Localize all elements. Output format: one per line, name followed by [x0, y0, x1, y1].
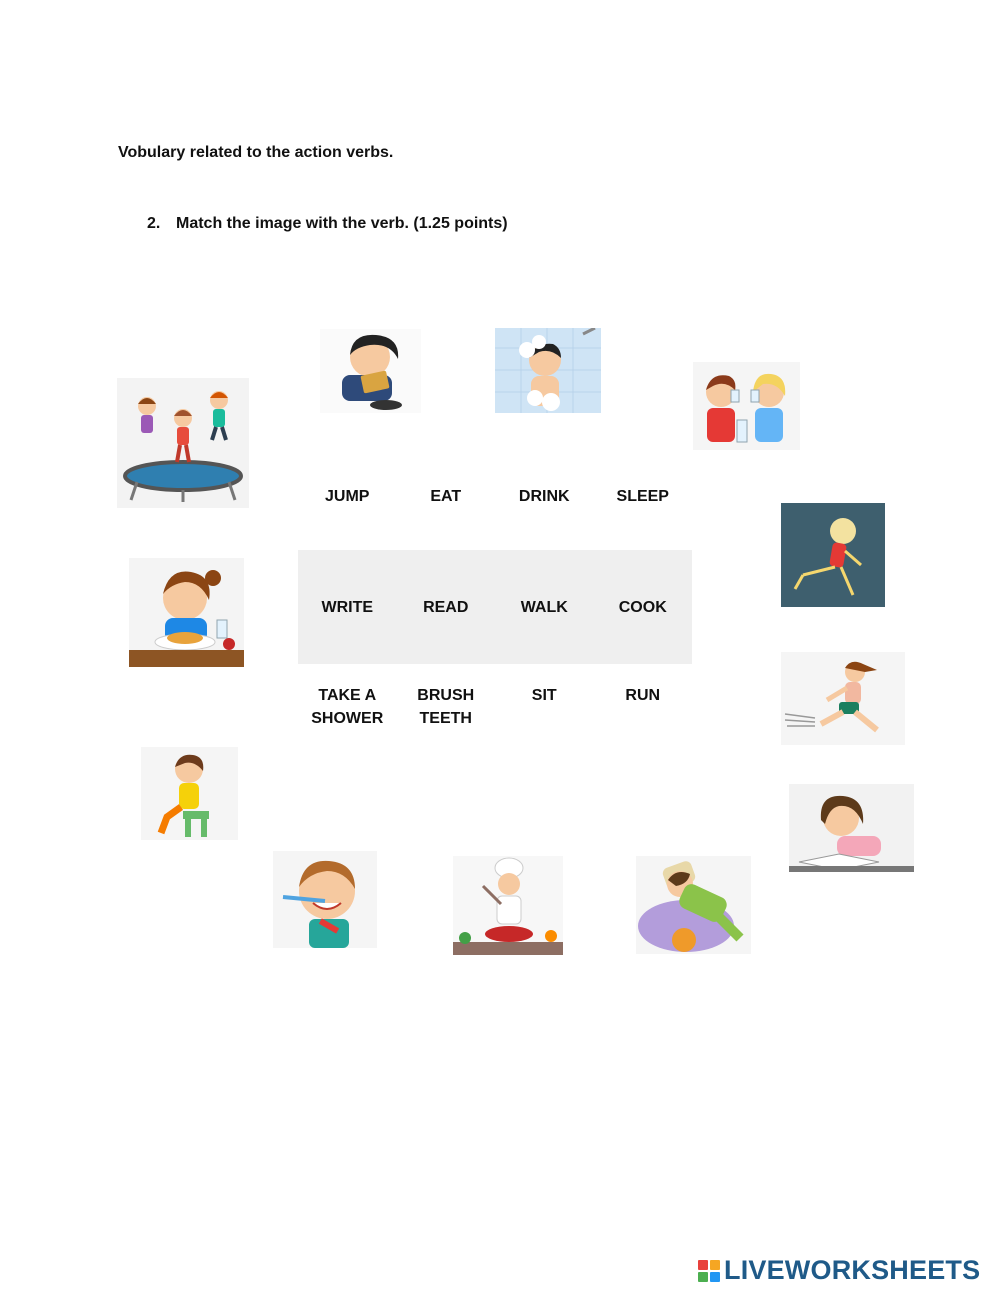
boy-taking-shower-icon[interactable]: [495, 328, 601, 413]
boy-brushing-teeth-icon[interactable]: [273, 851, 377, 948]
question-text: Match the image with the verb. (1.25 points): [176, 215, 508, 232]
verb-row-2: [298, 550, 692, 664]
question-number: 2.: [147, 215, 161, 232]
verb-grid: [298, 470, 692, 748]
logo-square-v: [698, 1272, 708, 1282]
boy-sleeping-icon[interactable]: [636, 856, 751, 954]
verb-jump[interactable]: JUMP: [325, 487, 370, 505]
logo-square-e: [710, 1272, 720, 1282]
woman-running-icon[interactable]: [781, 652, 905, 745]
liveworksheets-logo: [698, 1255, 980, 1286]
chef-cooking-icon[interactable]: [453, 856, 563, 955]
verb-walk[interactable]: WALK: [520, 598, 568, 616]
logo-text: LIVEWORKSHEETS: [724, 1255, 981, 1285]
logo-square-l: [698, 1260, 708, 1270]
verb-row-1: [298, 470, 692, 522]
worksheet-heading: Vobulary related to the action verbs.: [118, 144, 394, 161]
kids-jumping-trampoline-icon[interactable]: [117, 378, 249, 508]
figure-walking-icon[interactable]: [781, 503, 885, 607]
boy-reading-book-icon[interactable]: [320, 329, 421, 413]
verb-brush-teeth[interactable]: [397, 684, 496, 730]
verb-sit[interactable]: [495, 684, 594, 707]
verb-sit-label: SIT: [531, 687, 557, 704]
verb-cook[interactable]: COOK: [618, 598, 667, 616]
verb-brush-teeth-line1: BRUSH: [417, 687, 475, 704]
verb-run[interactable]: [594, 684, 693, 707]
verb-brush-teeth-line2: TEETH: [419, 710, 472, 727]
verb-read[interactable]: READ: [423, 598, 469, 616]
verb-row-3: [298, 684, 692, 748]
verb-run-label: RUN: [625, 687, 661, 704]
question-line: [147, 215, 508, 233]
verb-take-a-shower-line1: TAKE A: [318, 687, 377, 704]
verb-take-a-shower-line2: SHOWER: [311, 710, 384, 727]
girl-writing-icon[interactable]: [789, 784, 914, 872]
verb-eat[interactable]: EAT: [430, 487, 462, 505]
kids-drinking-water-icon[interactable]: [693, 362, 800, 450]
girl-eating-spaghetti-icon[interactable]: [129, 558, 244, 667]
verb-take-a-shower[interactable]: [298, 684, 397, 730]
verb-drink[interactable]: DRINK: [518, 487, 570, 505]
logo-square-i: [710, 1260, 720, 1270]
boy-sitting-stool-icon[interactable]: [141, 747, 238, 840]
verb-sleep[interactable]: SLEEP: [616, 487, 669, 505]
logo-squares: [698, 1260, 720, 1282]
verb-write[interactable]: WRITE: [321, 598, 374, 616]
